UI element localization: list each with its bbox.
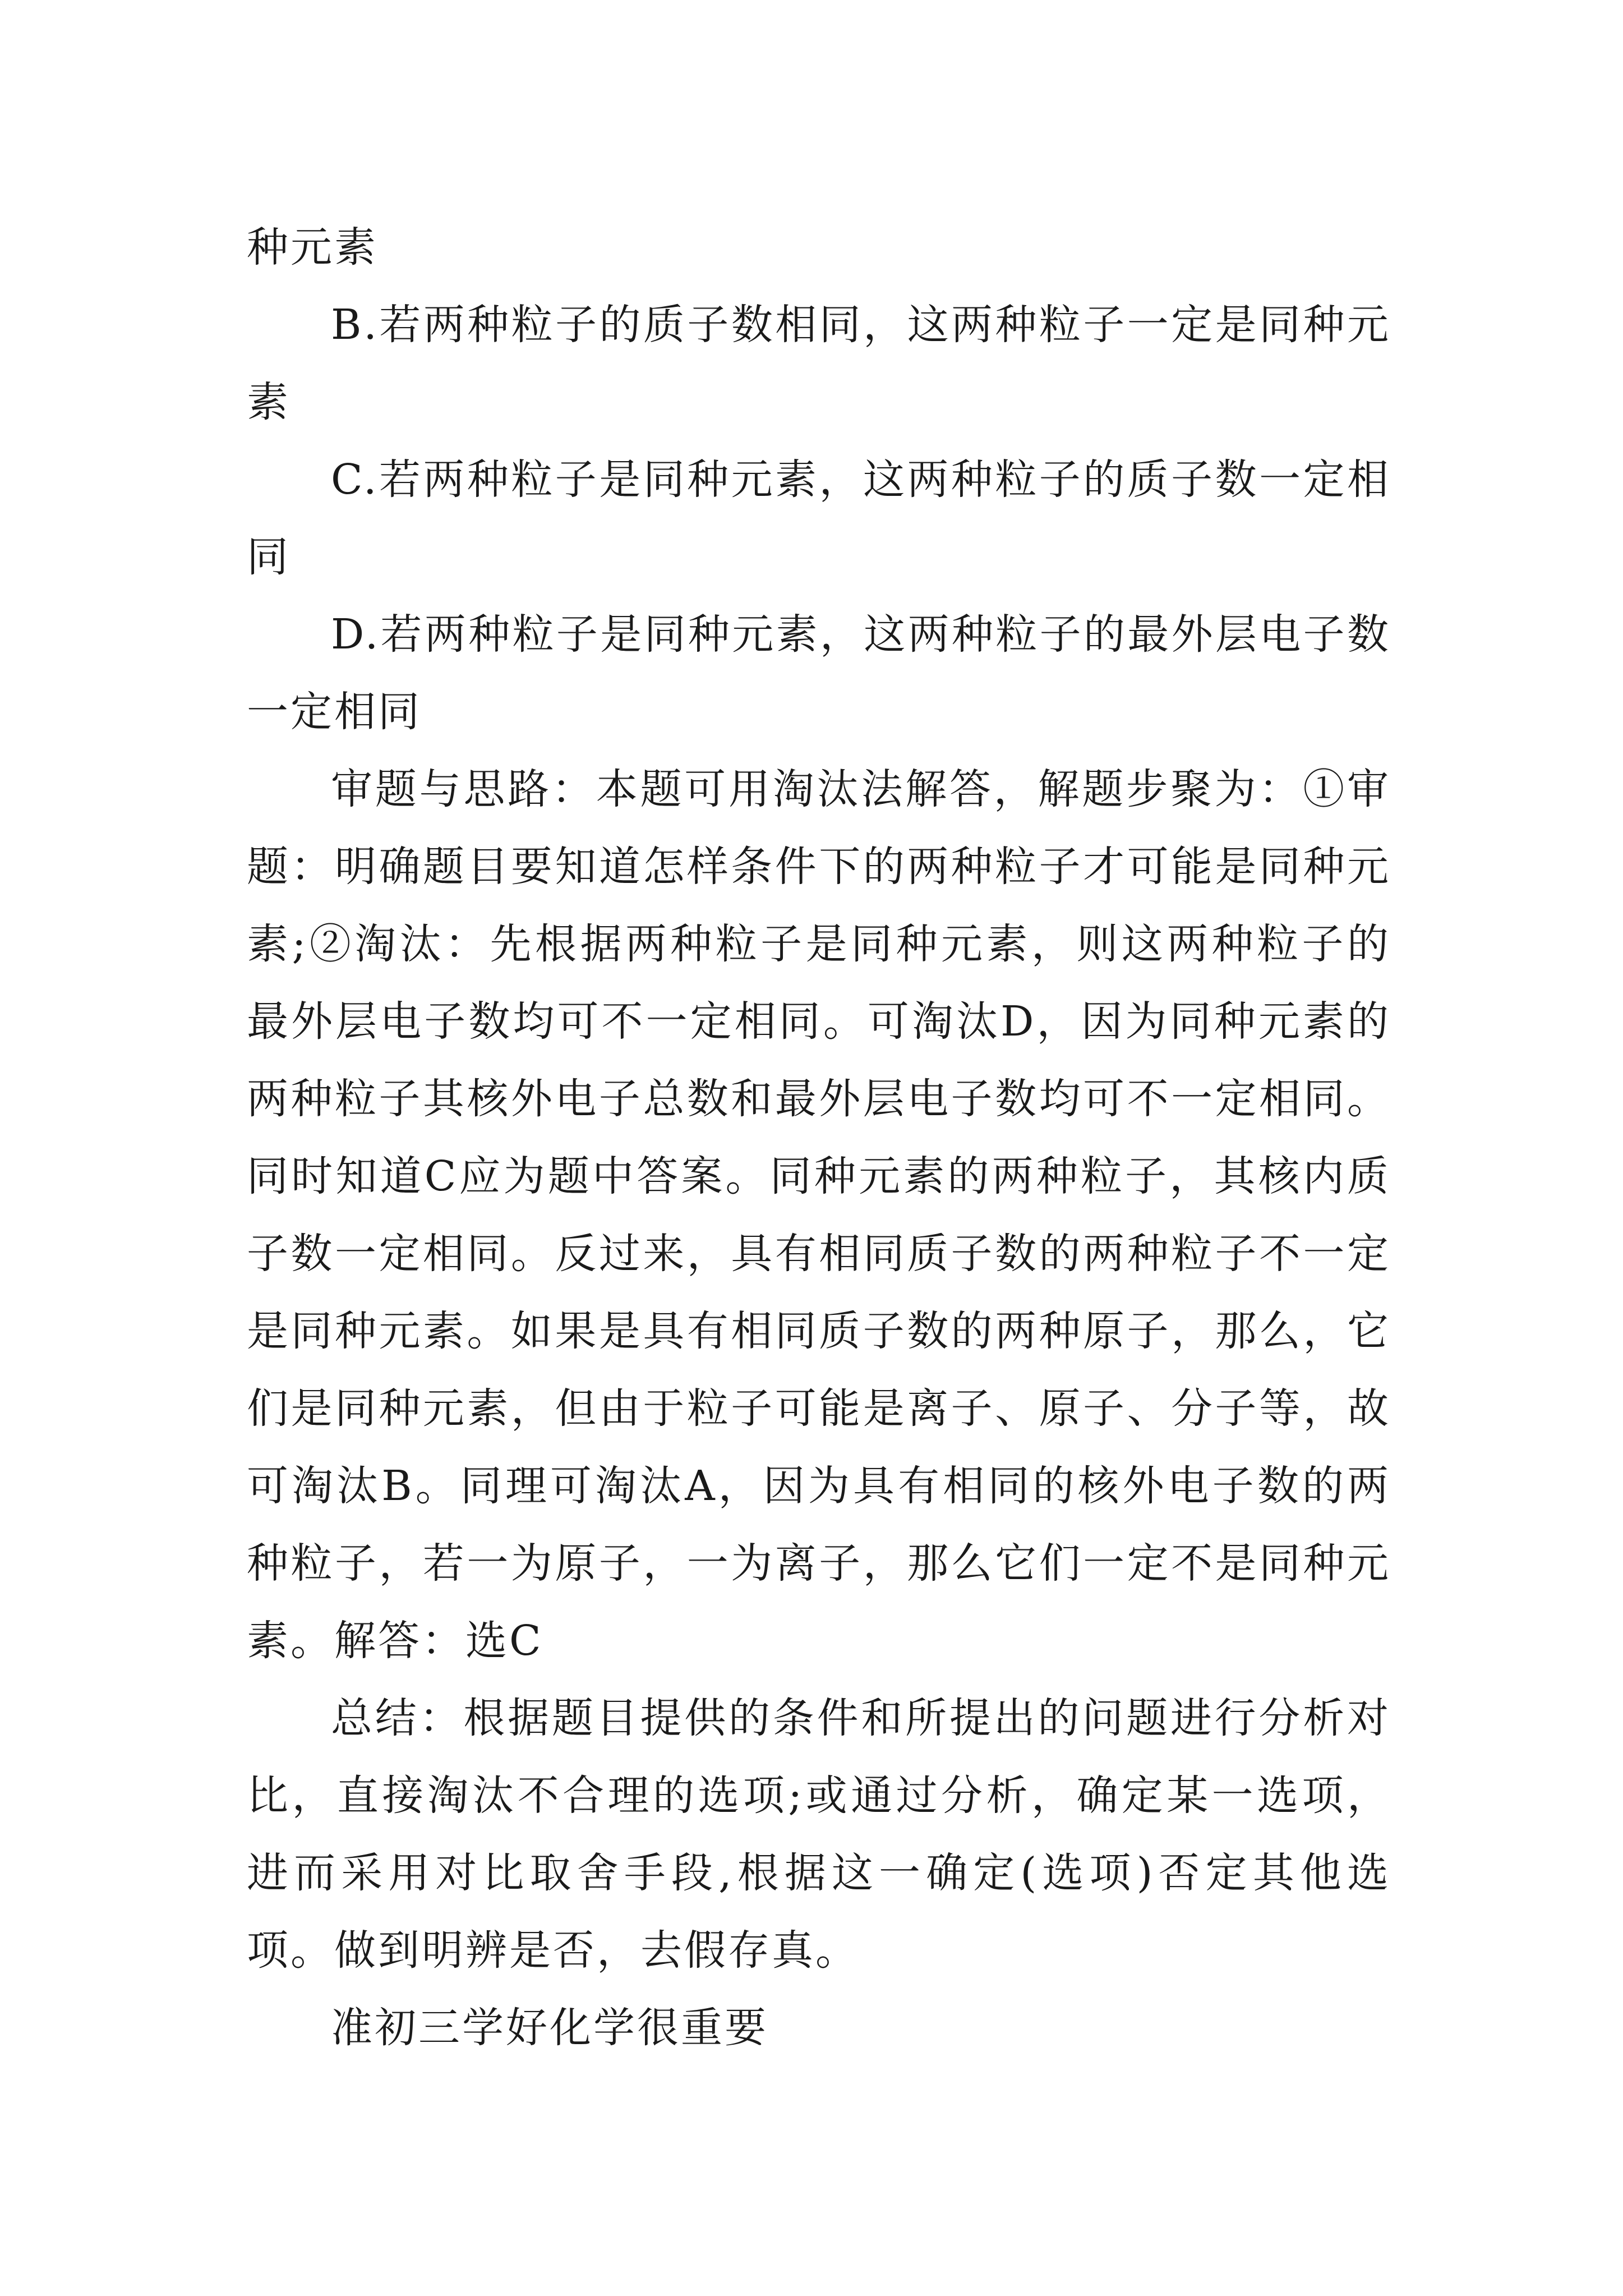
option-d: D.若两种粒子是同种元素，这两种粒子的最外层电子数一定相同 [247,610,1391,736]
option-b: B.若两种粒子的质子数相同，这两种粒子一定是同种元素 [247,301,1391,426]
summary-paragraph: 总结：根据题目提供的条件和所提出的问题进行分析对比，直接淘汰不合理的选项;或通过分析，确定某一选项，进而采用对比取舍手段,根据这一确定(选项)否定其他选项。做到明辨是否，去假存真。 [247,1694,1391,1975]
option-c: C.若两种粒子是同种元素，这两种粒子的质子数一定相同 [247,455,1391,581]
paragraph-continuation: 种元素 [247,223,378,272]
document-body [247,209,1391,2067]
analysis-paragraph: 审题与思路：本题可用淘汰法解答，解题步聚为：①审题：明确题目要知道怎样条件下的两种粒子才可能是同种元素;②淘汰：先根据两种粒子是同种元素，则这两种粒子的最外层电子数均可不一定相同。可淘汰D，因为同种元素的两种粒子其核外电子总数和最外层电子数均可不一定相同。同时知道C应为题中答案。同种元素的两种粒子，其核内质子数一定相同。反过来，具有相同质子数的两种粒子不一定是同种元素。如果是具有相同质子数的两种原子，那么，它们是同种元素，但由于粒子可能是离子、原子、分子等，故可淘汰B。同理可淘汰A，因为具有相同的核外电子数的两种粒子，若一为原子，一为离子，那么它们一定不是同种元素。解答：选C [247,765,1391,1665]
section-heading: 准初三学好化学很重要 [331,2004,768,2052]
